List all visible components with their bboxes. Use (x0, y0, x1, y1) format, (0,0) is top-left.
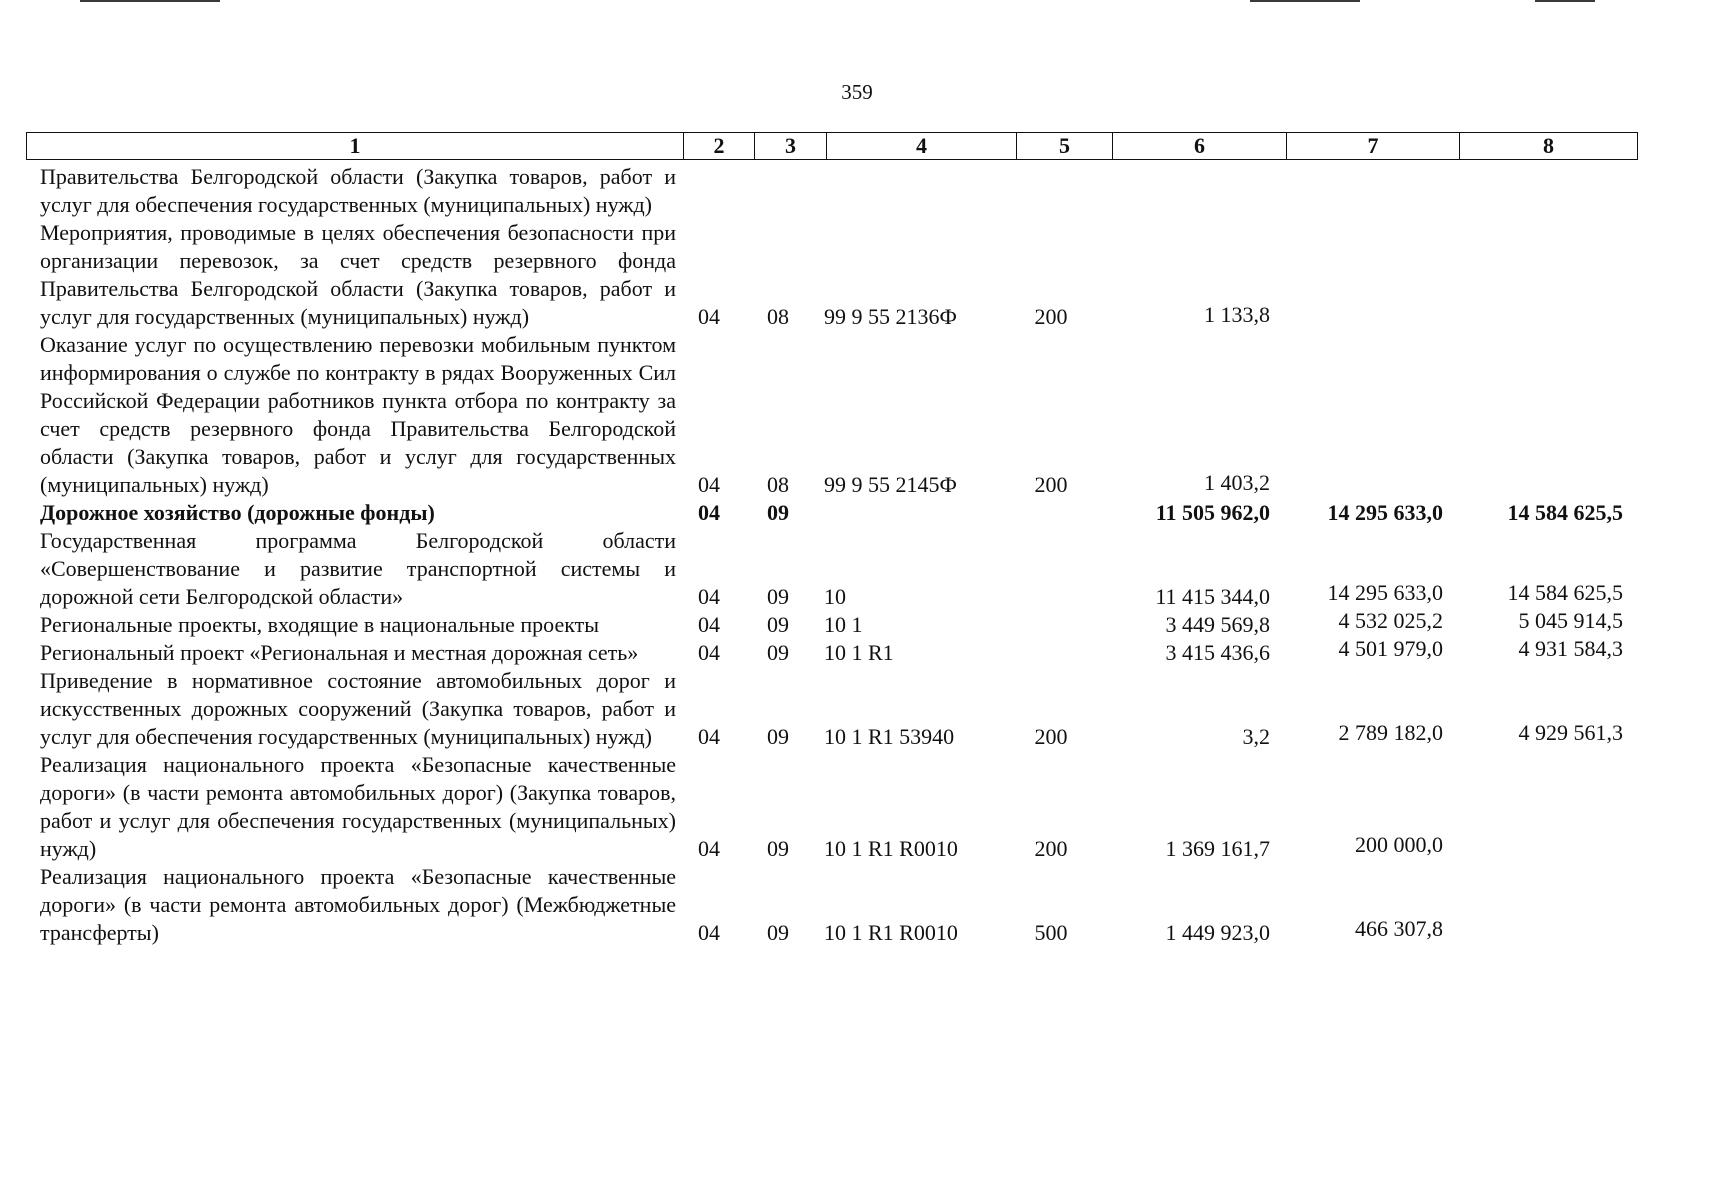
row-razdel: 04 (698, 640, 720, 665)
header-col-7: 7 (1287, 133, 1460, 159)
row-amount-year2: 14 295 633,0 (1327, 580, 1443, 605)
row-description: Государственная программа Белгородской области «Совершенствование и развитие транспортной системы и дорожной сети Белгородской области» (40, 528, 676, 609)
row-podrazdel: 08 (767, 304, 789, 329)
row-razdel: 04 (698, 500, 720, 525)
row-amount-year1: 1 369 161,7 (1165, 836, 1270, 861)
row-amount-year1: 11 415 344,0 (1155, 584, 1270, 609)
table-body (40, 163, 1640, 947)
table-row (40, 636, 1640, 667)
row-podrazdel: 09 (767, 724, 789, 749)
row-amount-year1: 1 449 923,0 (1165, 920, 1270, 945)
row-amount-year1: 3 415 436,6 (1165, 640, 1270, 665)
row-csr: 10 1 R1 R0010 (824, 836, 958, 861)
row-amount-year1: 1 403,2 (1204, 470, 1270, 495)
row-description: Региональный проект «Региональная и местная дорожная сеть» (40, 640, 639, 665)
row-amount-year1: 1 133,8 (1204, 302, 1270, 327)
table-row (40, 863, 1640, 947)
row-csr: 10 1 (824, 612, 863, 637)
header-col-3: 3 (755, 133, 827, 159)
row-podrazdel: 09 (767, 500, 789, 525)
row-razdel: 04 (698, 612, 720, 637)
row-razdel: 04 (698, 584, 720, 609)
row-razdel: 04 (698, 472, 720, 497)
row-amount-year3: 14 584 625,5 (1507, 580, 1623, 605)
table-row (40, 527, 1640, 611)
row-description: Оказание услуг по осуществлению перевозки мобильным пунктом информирования о службе по контракту в рядах Вооруженных Сил Российской Федерации работников пункта отбора по контракту за счет средств резервного фонда Правительства Белгородской области (Закупка товаров, работ и услуг для государственных (муниципальных) нужд) (40, 332, 676, 497)
row-csr: 99 9 55 2145Ф (824, 472, 957, 497)
header-col-4: 4 (827, 133, 1017, 159)
row-podrazdel: 09 (767, 640, 789, 665)
table-row (40, 163, 1640, 219)
row-razdel: 04 (698, 836, 720, 861)
scan-edge-line-right (1535, 0, 1595, 2)
row-description: Приведение в нормативное состояние автомобильных дорог и искусственных дорожных сооружений (Закупка товаров, работ и услуг для обеспечения государственных (муниципальных) нужд) (40, 668, 676, 749)
header-col-2: 2 (684, 133, 755, 159)
row-razdel: 04 (698, 920, 720, 945)
table-row (40, 667, 1640, 751)
row-razdel: 04 (698, 304, 720, 329)
row-podrazdel: 09 (767, 920, 789, 945)
row-amount-year2: 200 000,0 (1355, 832, 1443, 857)
row-vr: 200 (1034, 472, 1068, 497)
row-amount-year2: 466 307,8 (1355, 916, 1443, 941)
row-csr: 99 9 55 2136Ф (824, 304, 957, 329)
row-description: Мероприятия, проводимые в целях обеспечения безопасности при организации перевозок, за счет средств резервного фонда Правительства Белгородской области (Закупка товаров, работ и услуг для государственных (муниципальных) нужд) (40, 220, 676, 329)
row-amount-year2: 14 295 633,0 (1327, 500, 1443, 525)
row-vr: 200 (1034, 724, 1068, 749)
row-description: Дорожное хозяйство (дорожные фонды) (40, 500, 435, 525)
row-podrazdel: 09 (767, 836, 789, 861)
row-csr: 10 1 R1 53940 (824, 724, 955, 749)
row-amount-year1: 3 449 569,8 (1165, 612, 1270, 637)
header-col-1: 1 (27, 133, 684, 159)
row-amount-year2: 2 789 182,0 (1338, 720, 1443, 745)
row-amount-year2: 4 532 025,2 (1338, 608, 1443, 633)
header-col-8: 8 (1543, 133, 1554, 158)
row-description: Правительства Белгородской области (Закупка товаров, работ и услуг для обеспечения государственных (муниципальных) нужд) (40, 164, 676, 217)
row-csr: 10 1 R1 (824, 640, 894, 665)
row-amount-year3: 4 931 584,3 (1518, 636, 1623, 661)
row-csr: 10 1 R1 R0010 (824, 920, 958, 945)
row-amount-year3: 4 929 561,3 (1518, 720, 1623, 745)
table-header-row (26, 132, 1638, 160)
table-row (40, 751, 1640, 863)
table-row (40, 331, 1640, 499)
header-col-5: 5 (1017, 133, 1113, 159)
page-number: 359 (841, 80, 873, 104)
table-row (40, 499, 1640, 527)
row-amount-year2: 4 501 979,0 (1338, 636, 1443, 661)
row-vr: 500 (1034, 920, 1068, 945)
header-col-6: 6 (1113, 133, 1287, 159)
table-row (40, 219, 1640, 331)
row-description: Региональные проекты, входящие в национальные проекты (40, 612, 600, 637)
row-description: Реализация национального проекта «Безопасные качественные дороги» (в части ремонта автомобильных дорог) (Закупка товаров, работ и услуг для обеспечения государственных (муниципальных) нужд) (40, 752, 676, 861)
row-vr: 200 (1034, 304, 1068, 329)
scan-edge-line-center (1250, 0, 1360, 2)
row-amount-year1: 3,2 (1242, 724, 1270, 749)
row-amount-year3: 5 045 914,5 (1518, 608, 1623, 633)
row-description: Реализация национального проекта «Безопасные качественные дороги» (в части ремонта автомобильных дорог) (Межбюджетные трансферты) (40, 864, 676, 945)
row-csr: 10 (824, 584, 846, 609)
row-podrazdel: 09 (767, 584, 789, 609)
row-amount-year1: 11 505 962,0 (1155, 500, 1270, 525)
row-podrazdel: 09 (767, 612, 789, 637)
row-amount-year3: 14 584 625,5 (1507, 500, 1623, 525)
row-razdel: 04 (698, 724, 720, 749)
row-podrazdel: 08 (767, 472, 789, 497)
row-vr: 200 (1034, 836, 1068, 861)
scan-edge-line-left (80, 0, 220, 2)
